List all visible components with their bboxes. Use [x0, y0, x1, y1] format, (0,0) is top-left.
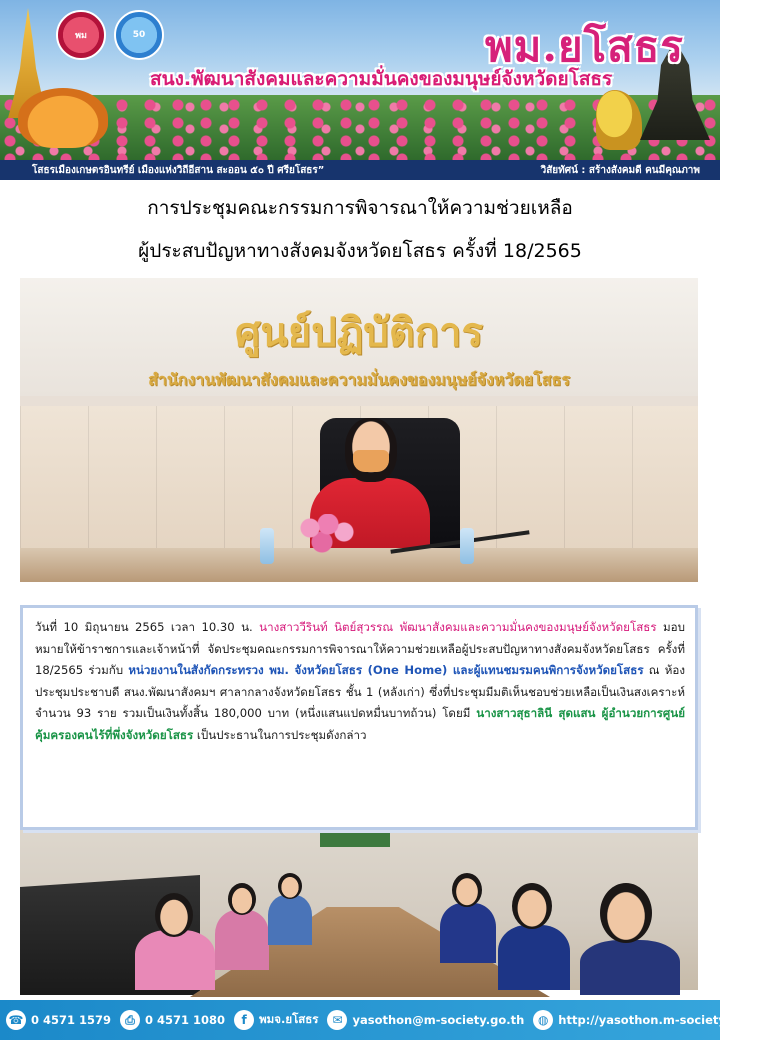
fax-contact — [120, 1010, 225, 1030]
email-contact[interactable] — [327, 1010, 524, 1030]
article-date: วันที่ 10 มิถุนายน 2565 เวลา 10.30 น. — [35, 620, 260, 634]
phone-icon: ☎ — [6, 1010, 26, 1030]
attendee-head — [155, 893, 193, 937]
slogan-left: โสธรเมืองเกษตรอินทรีย์ เมืองแห่งวิถีอีสาน สะออน ๕๐ ปี ศรียโสธร” — [32, 164, 325, 176]
contact-footer — [0, 1000, 768, 1040]
phone-contact — [6, 1010, 111, 1030]
anniversary-logo: 50 — [114, 10, 164, 60]
water-bottle — [260, 528, 274, 564]
sign-main-text: ศูนย์ปฏิบัติการ — [235, 310, 483, 356]
article-text-box — [20, 605, 698, 830]
attendee — [215, 910, 269, 970]
article-agencies: หน่วยงานในสังกัดกระทรวง พม. จังหวัดยโสธร (One Home) และผู้แทนชมรมคนพิการจังหวัดยโสธร — [128, 663, 644, 677]
attendee — [440, 903, 496, 963]
meeting-photo-main — [20, 278, 698, 582]
toad-statue-image — [18, 88, 108, 148]
water-bottle — [460, 528, 474, 564]
attendee — [580, 940, 680, 995]
header-banner — [0, 0, 720, 160]
flower-bouquet — [298, 514, 356, 556]
attendee-head — [512, 883, 552, 929]
article-text-part: มอบหมายให้ข้าราชการและเจ้าหน้าที่ จัดประชุมคณะกรรมการพิจารณาให้ความช่วยเหลือผู้ประสบปัญหาทางสังคมจังหวัดยโสธร ครั้งที่ 18/2565 ร่วมกับ — [35, 620, 685, 677]
attendee — [498, 925, 570, 990]
fax-number: 0 4571 1080 — [145, 1013, 226, 1027]
email-icon: ✉ — [327, 1010, 347, 1030]
agency-name: สนง.พัฒนาสังคมและความมั่นคงของมนุษย์จังหวัดยโสธร — [150, 68, 613, 90]
face-mask — [353, 450, 389, 472]
website-contact[interactable] — [533, 1010, 767, 1030]
article-chair-name: นางสาวสุธาลินี สุดแสน ผู้อำนวยการศูนย์คุ้มครองคนไร้ที่พึ่งจังหวัดยโสธร — [35, 706, 685, 742]
email-address[interactable]: yasothon@m-society.go.th — [352, 1013, 525, 1027]
attendee — [268, 895, 312, 945]
facebook-icon: f — [234, 1010, 254, 1030]
ministry-seal-logo: พม — [56, 10, 106, 60]
website-url[interactable]: http://yasothon.m-society.go.th/ — [558, 1013, 768, 1027]
attendee — [135, 930, 215, 990]
fax-icon: ⎙ — [120, 1010, 140, 1030]
meeting-photo-room — [20, 815, 698, 990]
slogan-right: วิสัยทัศน์ : สร้างสังคมดี คนมีคุณภาพ — [540, 164, 700, 176]
phone-number: 0 4571 1579 — [31, 1013, 112, 1027]
slogan-strip — [0, 160, 720, 180]
attendee-head — [278, 873, 302, 899]
page-title-line-2: ผู้ประสบปัญหาทางสังคมจังหวัดยโสธร ครั้งที่ 18/2565 — [138, 240, 582, 262]
facebook-name[interactable]: พมจ.ยโสธร — [259, 1012, 319, 1026]
desk-image — [20, 548, 698, 582]
page-title-line-1: การประชุมคณะกรรมการพิจารณาให้ความช่วยเหลือ — [147, 197, 573, 219]
attendee-head — [452, 873, 482, 907]
article-official-name: นางสาววีรินท์ นิตย์สุวรรณ พัฒนาสังคมและความมั่นคงของมนุษย์จังหวัดยโสธร — [259, 620, 657, 634]
article-text-end: เป็นประธานในการประชุมดังกล่าว — [193, 727, 367, 742]
attendee-head — [600, 883, 652, 943]
brand-title: พม.ยโสธร — [485, 22, 684, 71]
globe-icon: ◍ — [533, 1010, 553, 1030]
attendee-head — [228, 883, 256, 915]
article-text-part: ณ ห้องประชุมประชาบดี สนง.พัฒนาสังคมฯ ศาลากลางจังหวัดยโสธร ชั้น 1 (หลังเก่า) ซึ่งที่ประชุมมีมติเห็นชอบช่วยเหลือเป็นเงินสงเคราะห์ จำนวน 93 ราย รวมเป็นเงินทั้งสิ้น 180,000 บาท (หนึ่งแสนแปดหมื่นบาทถ้วน) โดยมี — [35, 663, 685, 720]
facebook-contact[interactable] — [234, 1010, 318, 1030]
sign-sub-text: สำนักงานพัฒนาสังคมและความมั่นคงของมนุษย์จังหวัดยโสธร — [148, 370, 570, 389]
